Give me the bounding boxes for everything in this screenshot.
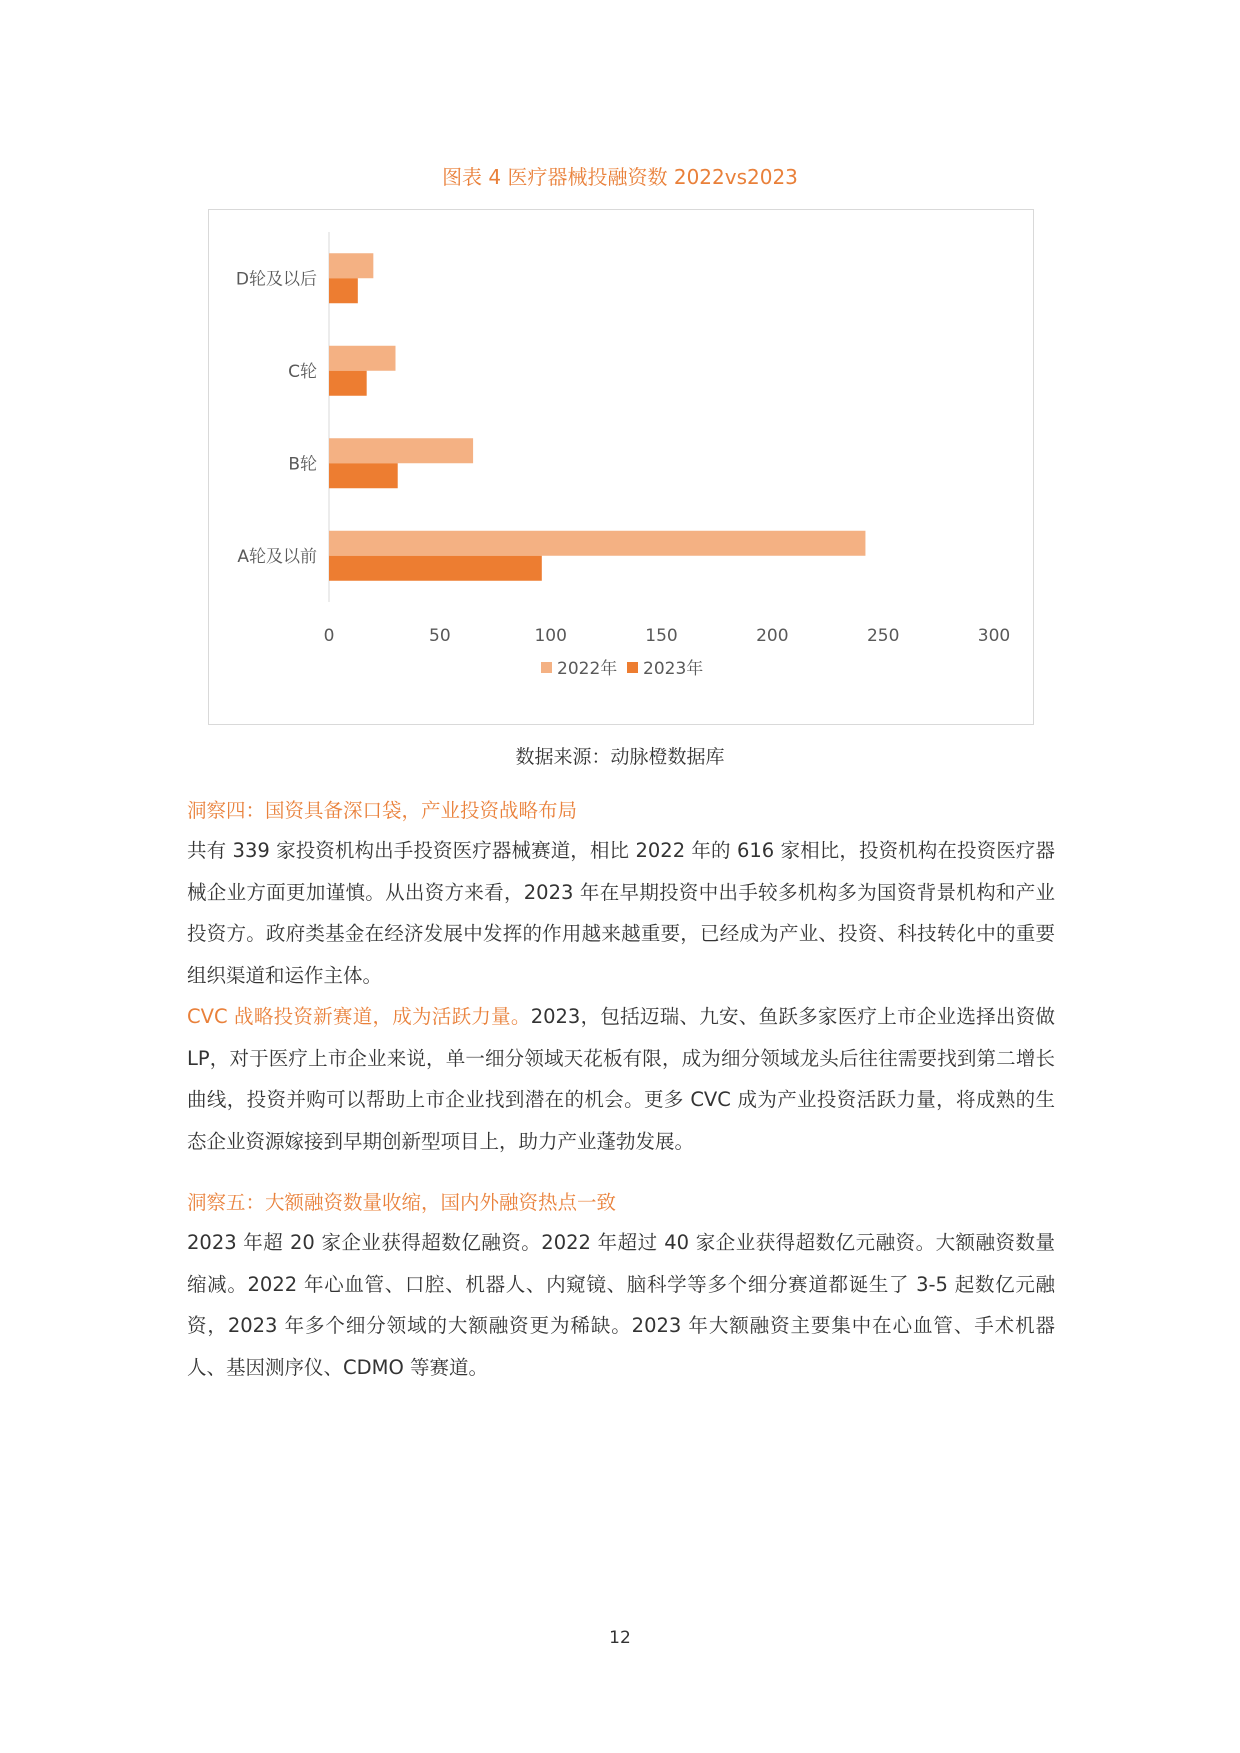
legend-swatch-2022年 (541, 662, 552, 673)
category-label: C轮 (288, 361, 317, 382)
bar-2022年-A轮及以前 (329, 531, 865, 556)
category-label: B轮 (288, 454, 317, 475)
x-tick-label: 50 (429, 626, 451, 646)
page-number: 12 (609, 1628, 631, 1648)
x-tick-label: 250 (866, 626, 900, 646)
bar-chart-canvas (209, 210, 1035, 726)
category-label: D轮及以后 (235, 269, 317, 290)
bar-2022年-B轮 (329, 438, 473, 463)
bar-2022年-C轮 (329, 346, 396, 371)
section4-paragraph-2-body: 2023，包括迈瑞、九安、鱼跃多家医疗上市企业选择出资做 LP，对于医疗上市企业来说，单一细分领域天花板有限，成为细分领域龙头后往往需要找到第二增长曲线，投资并购可以帮助上市企业找到潜在的机会。更多 CVC 成为产业投资活跃力量，将成熟的生态企业资源嫁接到早期创新型项目上，助力产业蓬勃发展。 (187, 1005, 1055, 1153)
bar-2023年-B轮 (329, 463, 398, 488)
bar-2023年-C轮 (329, 371, 367, 396)
figure-title: 图表 4 医疗器械投融资数 2022vs2023 (442, 165, 798, 189)
section4-heading: 洞察四：国资具备深口袋，产业投资战略布局 (187, 799, 578, 822)
legend-swatch-2023年 (627, 662, 638, 673)
section5-paragraph-1: 2023 年超 20 家企业获得超数亿融资。2022 年超过 40 家企业获得超数亿元融资。大额融资数量缩减。2022 年心血管、口腔、机器人、内窥镜、脑科学等多个细分赛道都诞生了 3-5 起数亿元融资，2023 年多个细分领域的大额融资更为稀缺。2023 年大额融资主要集中在心血管、手术机器人、基因测序仪、CDMO 等赛道。 (187, 1231, 1055, 1379)
x-tick-label: 300 (977, 626, 1011, 646)
x-tick-label: 0 (323, 626, 335, 646)
section4-paragraph-2 (187, 996, 1055, 1162)
category-label: A轮及以前 (237, 546, 317, 567)
legend-label: 2023年 (643, 659, 704, 679)
section5-heading: 洞察五：大额融资数量收缩，国内外融资热点一致 (187, 1191, 617, 1214)
x-tick-label: 200 (756, 626, 789, 646)
bar-2023年-A轮及以前 (329, 556, 542, 581)
section4-paragraph-1: 共有 339 家投资机构出手投资医疗器械赛道，相比 2022 年的 616 家相比，投资机构在投资医疗器械企业方面更加谨慎。从出资方来看，2023 年在早期投资中出手较多机构多为国资背景机构和产业投资方。政府类基金在经济发展中发挥的作用越来越重要，已经成为产业、投资、科技转化中的重要组织渠道和运作主体。 (187, 839, 1055, 987)
bar-2022年-D轮及以后 (329, 253, 373, 278)
x-tick-label: 150 (645, 626, 678, 646)
section4-paragraph-2-lead: CVC 战略投资新赛道，成为活跃力量。 (187, 1005, 531, 1028)
bar-chart (208, 209, 1034, 725)
bar-2023年-D轮及以后 (329, 278, 358, 303)
legend-label: 2022年 (557, 659, 618, 679)
x-tick-label: 100 (534, 626, 567, 646)
figure-source: 数据来源：动脉橙数据库 (515, 746, 725, 768)
